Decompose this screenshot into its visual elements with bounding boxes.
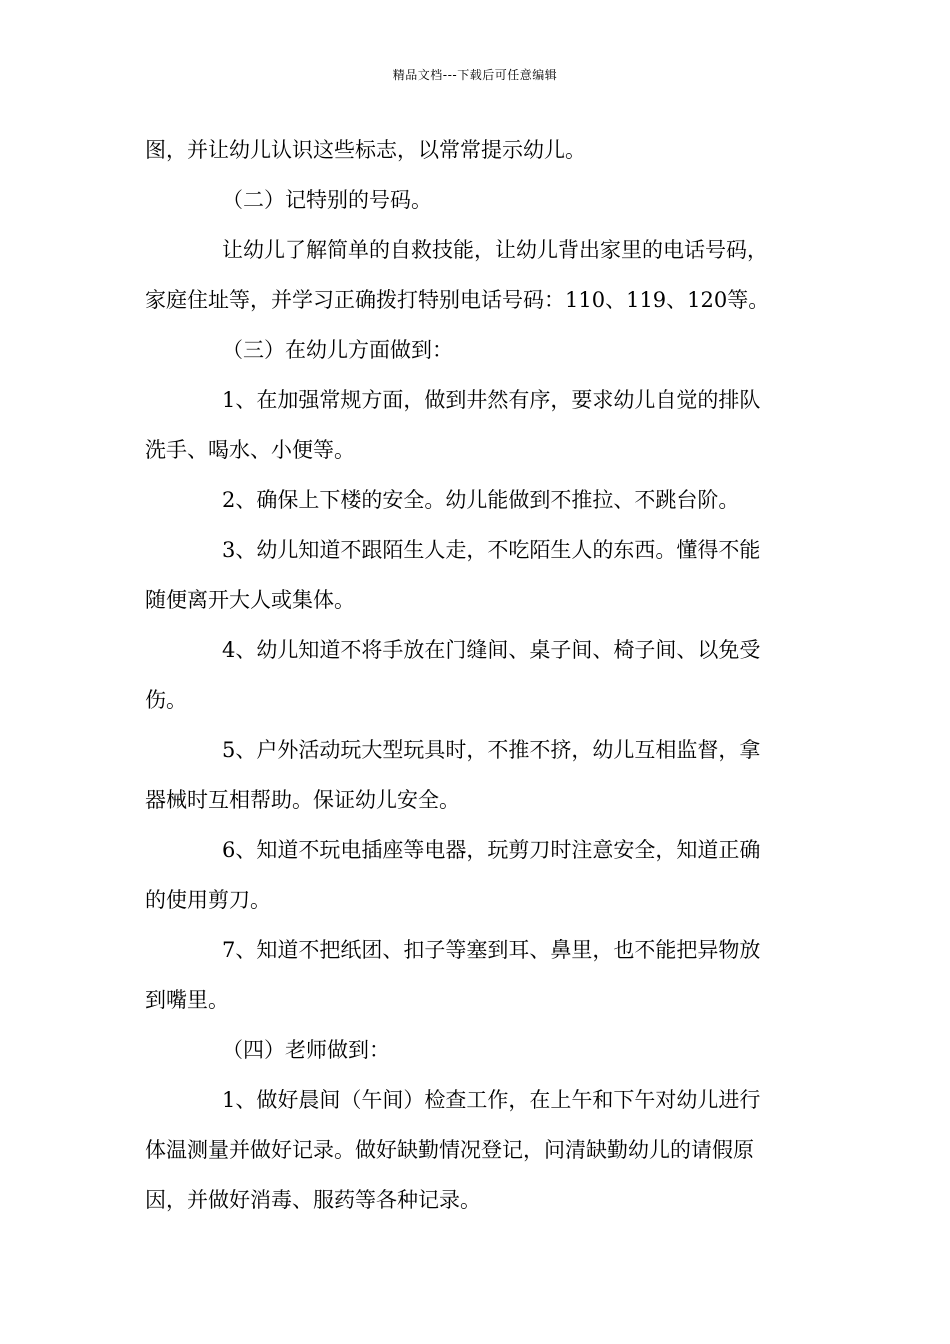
list-item-line: 2、确保上下楼的安全。幼儿能做到不推拉、不跳台阶。 [222,488,740,512]
section-heading: （二）记特别的号码。 [222,188,432,212]
text-line: 随便离开大人或集体。 [145,588,355,612]
page-header: 精品文档---下载后可任意编辑 [392,68,558,82]
section-heading: （四）老师做到： [222,1038,390,1062]
text-line: 的使用剪刀。 [145,888,271,912]
text-line: 体温测量并做好记录。做好缺勤情况登记，问清缺勤幼儿的请假原 [145,1138,754,1162]
list-item-line: 7、知道不把纸团、扣子等塞到耳、鼻里，也不能把异物放 [222,938,761,962]
text-line: 因，并做好消毒、服药等各种记录。 [145,1188,481,1212]
list-item-line: 1、在加强常规方面，做到井然有序，要求幼儿自觉的排队 [222,388,761,412]
text-line: 图，并让幼儿认识这些标志，以常常提示幼儿。 [145,138,586,162]
list-item-line: 4、幼儿知道不将手放在门缝间、桌子间、椅子间、以免受 [222,638,761,662]
list-item-line: 1、做好晨间（午间）检查工作，在上午和下午对幼儿进行 [222,1088,761,1112]
text-line: 器械时互相帮助。保证幼儿安全。 [145,788,460,812]
text-line: 伤。 [145,688,187,712]
list-item-line: 6、知道不玩电插座等电器，玩剪刀时注意安全，知道正确 [222,838,761,862]
text-line: 家庭住址等，并学习正确拨打特别电话号码：110、119、120等。 [145,288,770,312]
text-line: 让幼儿了解简单的自救技能，让幼儿背出家里的电话号码， [222,238,768,262]
section-heading: （三）在幼儿方面做到： [222,338,453,362]
list-item-line: 5、户外活动玩大型玩具时，不推不挤，幼儿互相监督，拿 [222,738,761,762]
list-item-line: 3、幼儿知道不跟陌生人走，不吃陌生人的东西。懂得不能 [222,538,761,562]
text-line: 洗手、喝水、小便等。 [145,438,355,462]
text-line: 到嘴里。 [145,988,229,1012]
